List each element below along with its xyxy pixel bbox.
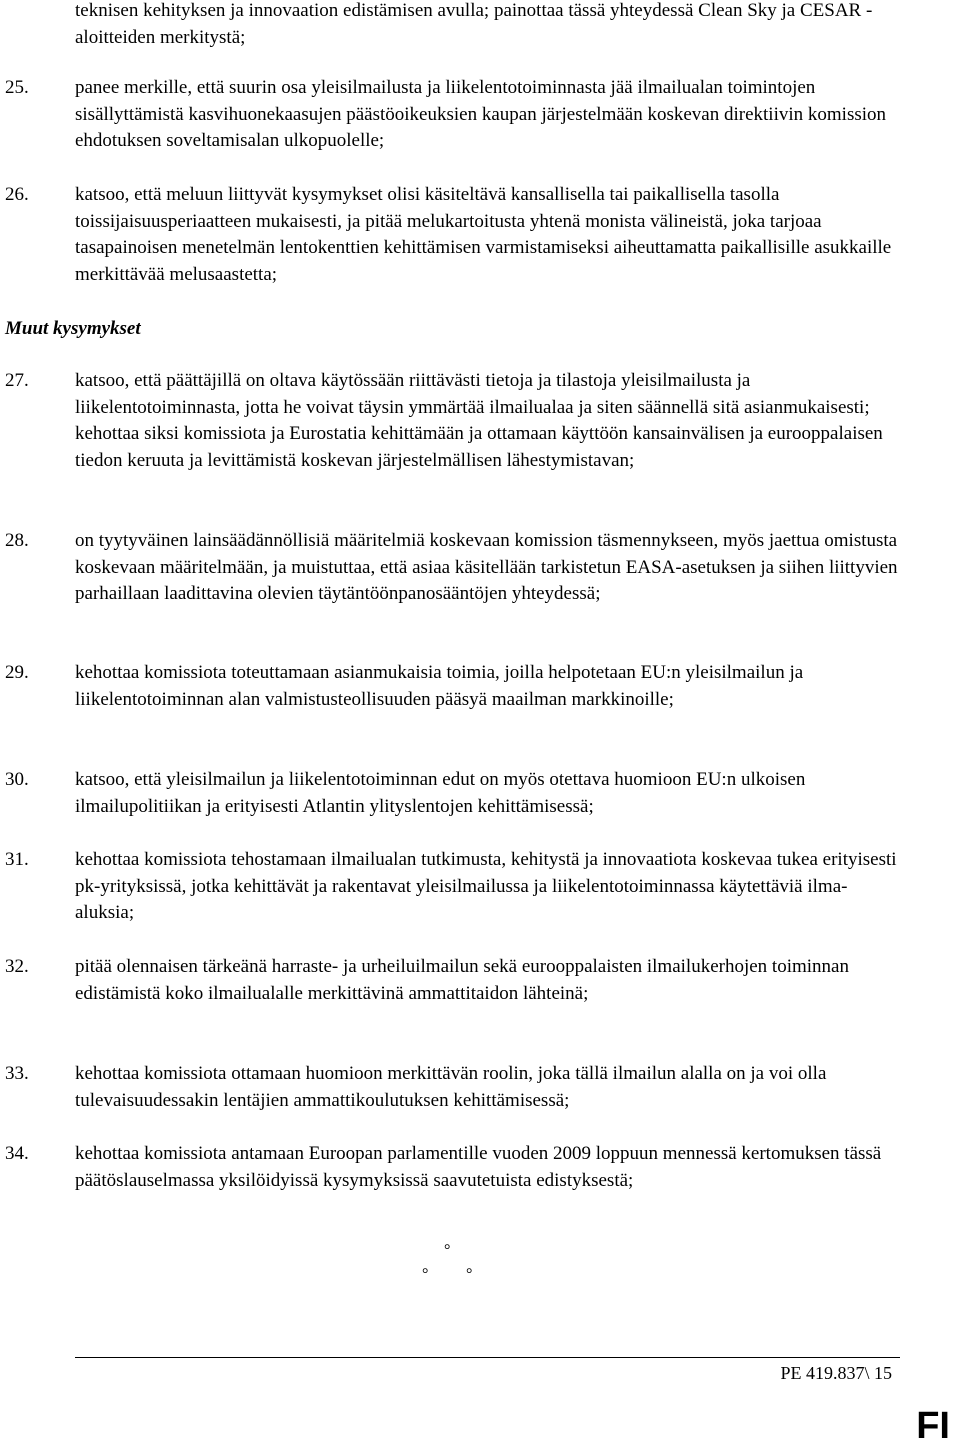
paragraph-number: 30.: [5, 769, 29, 790]
end-mark-top: °: [444, 1242, 451, 1259]
paragraph-33: [5, 1061, 905, 1114]
paragraph-number: 26.: [5, 184, 29, 205]
section-heading: Muut kysymykset: [5, 318, 141, 339]
paragraph-text: on tyytyväinen lainsäädännöllisiä määritelmiä koskevaan komission täsmennykseen, myös jaettua omistusta koskevaan määritelmään, ja muistuttaa, että asiaa käsitellään tarkistetun EASA-asetuksen ja siihen liittyvien parhaillaan laadittavina olevien täytäntöönpanosääntöjen yhteydessä;: [75, 530, 898, 604]
paragraph-text: kehottaa komissiota tehostamaan ilmailualan tutkimusta, kehitystä ja innovaatiota koskevaa tukea erityisesti pk-yrityksissä, jotka kehittävät ja rakentavat yleisilmailussa ja liikelentotoiminnassa käytettäviä ilma-aluksia;: [75, 849, 897, 923]
paragraph-text: panee merkille, että suurin osa yleisilmailusta ja liikelentotoiminnasta jää ilmailualan toimintojen sisällyttämistä kasvihuonekaasujen päästöoikeuksien kaupan järjestelmään koskevan direktiivin komission ehdotuksen soveltamisalan ulkopuolelle;: [75, 77, 887, 151]
paragraph-25: [5, 75, 905, 155]
paragraph-31: [5, 847, 905, 927]
paragraph-number: 32.: [5, 956, 29, 977]
paragraph-27: [5, 368, 905, 474]
paragraph-number: 33.: [5, 1063, 29, 1084]
paragraph-30: [5, 767, 905, 820]
paragraph-number: 31.: [5, 849, 29, 870]
paragraph-text: katsoo, että meluun liittyvät kysymykset olisi käsiteltävä kansallisella tai paikallisella tasolla toissijaisuusperiaatteen mukaisesti, ja pitää melukartoitusta yhtenä monista välineistä, joka tarjoaa tasapainoisen menetelmän lentokenttien kehittämisen varmistamiseksi aiheuttamatta paikallisille asukkaille merkittävää melusaastetta;: [75, 184, 892, 285]
paragraph-text: pitää olennaisen tärkeänä harraste- ja urheiluilmailun sekä eurooppalaisten ilmailukerhojen toiminnan edistämistä koko ilmailualalle merkittävinä ammattitaidon lähteinä;: [75, 956, 849, 1004]
end-mark-right: °: [466, 1266, 473, 1283]
continuation-paragraph: [5, 0, 905, 51]
language-code: FI: [916, 1405, 950, 1447]
paragraph-28: [5, 528, 905, 608]
paragraph-number: 25.: [5, 77, 29, 98]
paragraph-text: kehottaa komissiota ottamaan huomioon merkittävän roolin, joka tällä ilmailun alalla on ja voi olla tulevaisuudessakin lentäjien ammattikoulutuksen kehittämisessä;: [75, 1063, 827, 1111]
paragraph-number: 29.: [5, 662, 29, 683]
paragraph-text: kehottaa komissiota toteuttamaan asianmukaisia toimia, joilla helpotetaan EU:n yleisilmailun ja liikelentotoiminnan alan valmistusteollisuuden pääsyä maailman markkinoille;: [75, 662, 804, 710]
paragraph-29: [5, 660, 905, 713]
paragraph-number: 34.: [5, 1143, 29, 1164]
paragraph-text: katsoo, että päättäjillä on oltava käytössään riittävästi tietoja ja tilastoja yleisilmailusta ja liikelentotoiminnasta, jotta he voivat täysin ymmärtää ilmailualaa ja siten säännellä sitä asianmukaisesti; kehottaa siksi komissiota ja Eurostatia kehittämään ja ottamaan käyttöön kansainvälisen ja eurooppalaisen tiedon keruuta ja levittämistä koskevan järjestelmällisen lähestymistavan;: [75, 370, 883, 471]
paragraph-text: teknisen kehityksen ja innovaation edistämisen avulla; painottaa tässä yhteydessä Clean Sky ja CESAR -aloitteiden merkitystä;: [75, 0, 873, 48]
paragraph-number: 28.: [5, 530, 29, 551]
paragraph-26: [5, 182, 905, 288]
end-mark-left: °: [422, 1266, 429, 1283]
paragraph-32: [5, 954, 905, 1007]
footer-divider: [75, 1357, 900, 1358]
paragraph-34: [5, 1141, 905, 1194]
paragraph-text: katsoo, että yleisilmailun ja liikelentotoiminnan edut on myös otettava huomioon EU:n ulkoisen ilmailupolitiikan ja erityisesti Atlantin ylityslentojen kehittämisessä;: [75, 769, 806, 817]
paragraph-text: kehottaa komissiota antamaan Euroopan parlamentille vuoden 2009 loppuun mennessä kertomuksen tässä päätöslauselmassa yksilöidyissä kysymyksissä saavutetuista edistyksestä;: [75, 1143, 882, 1191]
document-reference: PE 419.837\ 15: [780, 1363, 892, 1383]
paragraph-number: 27.: [5, 370, 29, 391]
